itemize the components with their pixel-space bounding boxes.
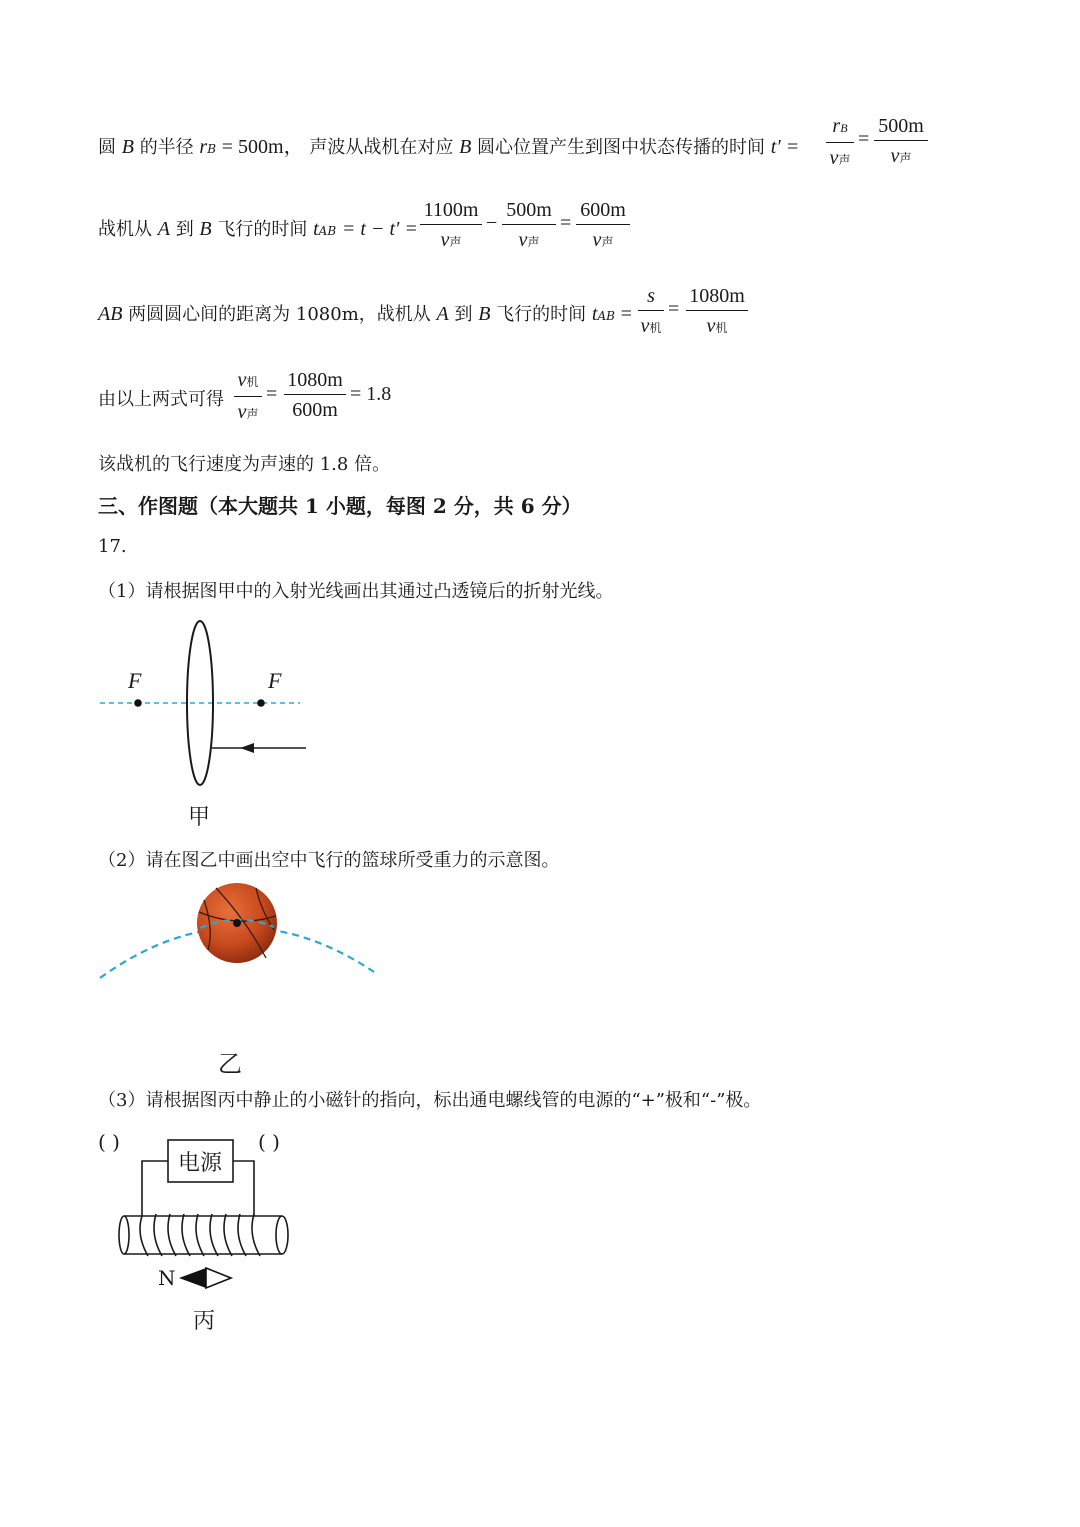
denominator-sub: 机 bbox=[715, 321, 728, 335]
fraction-500-over-v bbox=[874, 114, 928, 170]
denominator-sub: 声 bbox=[449, 235, 462, 249]
denominator-sub: 声 bbox=[527, 235, 540, 249]
denominator-sub: 声 bbox=[246, 407, 259, 421]
numerator: r bbox=[832, 115, 841, 137]
focus-label-right: F bbox=[268, 668, 282, 693]
solution-line-4-text: 由以上两式可得 bbox=[98, 389, 224, 410]
figure-caption-jia: 甲 bbox=[188, 805, 211, 830]
numerator: 500m bbox=[506, 199, 552, 221]
solution-line-2 bbox=[98, 215, 418, 241]
minus: − bbox=[486, 212, 498, 234]
section-heading bbox=[98, 490, 582, 519]
var-B: B bbox=[478, 303, 491, 325]
fraction-500-over-v bbox=[502, 198, 556, 254]
solenoid-coil bbox=[140, 1214, 260, 1256]
fraction-v-ratio bbox=[234, 368, 262, 426]
text: 飞行的时间 bbox=[496, 304, 587, 325]
heading-part: 分） bbox=[534, 494, 582, 518]
heading-part: 小题，每图 bbox=[318, 494, 433, 518]
text: 到 bbox=[454, 304, 473, 325]
equation-part: = t − t′ = bbox=[341, 218, 418, 240]
numerator-sub: 机 bbox=[246, 375, 259, 389]
denominator: v bbox=[706, 315, 716, 337]
text: 战机从 bbox=[98, 219, 152, 240]
question-3-text: （3）请根据图丙中静止的小磁针的指向，标出通电螺线管的电源的“+”极和“-”极。 bbox=[98, 1090, 762, 1111]
denominator: v bbox=[440, 229, 450, 251]
denominator: v bbox=[518, 229, 528, 251]
numerator: 1100m bbox=[423, 199, 479, 221]
var-AB: AB bbox=[98, 303, 123, 325]
figure-yi-basketball bbox=[96, 880, 396, 1000]
needle-north-label: N bbox=[158, 1266, 176, 1290]
equals: = bbox=[668, 298, 680, 320]
solution-line-3 bbox=[98, 300, 632, 326]
figure-jia-lens bbox=[96, 612, 316, 832]
var-B: B bbox=[121, 136, 134, 158]
numerator: v bbox=[237, 369, 247, 391]
text: 声波从战机在对应 bbox=[309, 137, 454, 158]
equals: = bbox=[858, 128, 870, 150]
var-B: B bbox=[199, 218, 212, 240]
fraction-rB-over-v bbox=[826, 114, 854, 172]
center-of-gravity-point bbox=[233, 919, 241, 927]
equation-part: = 500m， bbox=[221, 136, 304, 158]
fraction-1080-over-600 bbox=[284, 368, 346, 422]
numerator: 500m bbox=[878, 115, 924, 137]
text: 飞行的时间 bbox=[217, 219, 308, 240]
text: 圆 bbox=[98, 137, 116, 158]
heading-part: 分，共 bbox=[446, 494, 521, 518]
question-1-text: （1）请根据图甲中的入射光线画出其通过凸透镜后的折射光线。 bbox=[98, 581, 614, 602]
denominator: 600m bbox=[292, 399, 338, 421]
var-r: r bbox=[199, 136, 208, 158]
var-A: A bbox=[436, 303, 449, 325]
var-B: B bbox=[459, 136, 472, 158]
denominator-sub: 声 bbox=[601, 235, 614, 249]
denominator-sub: 声 bbox=[838, 153, 851, 167]
text: 到 bbox=[175, 219, 194, 240]
question-2-text: （2）请在图乙中画出空中飞行的篮球所受重力的示意图。 bbox=[98, 850, 560, 871]
conclusion-text: 该战机的飞行速度为声速的 1.8 倍。 bbox=[98, 454, 391, 475]
denominator: v bbox=[640, 315, 650, 337]
focus-label-left: F bbox=[128, 668, 142, 693]
equals: = bbox=[620, 303, 632, 325]
var-A: A bbox=[157, 218, 170, 240]
heading-part: 2 bbox=[432, 494, 447, 518]
heading-part: 1 bbox=[304, 494, 319, 518]
text: 的半径 bbox=[139, 137, 194, 158]
text: 两圆圆心间的距离为 1080m，战机从 bbox=[128, 304, 431, 325]
numerator: 600m bbox=[580, 199, 626, 221]
var-sub: B bbox=[207, 142, 217, 156]
denominator: v bbox=[237, 401, 247, 423]
numerator-sub: B bbox=[840, 121, 848, 135]
var-t: t bbox=[591, 303, 598, 325]
arrow-left-icon bbox=[240, 743, 254, 753]
heading-part: 三、作图题（本大题共 bbox=[98, 494, 305, 518]
numerator: 1080m bbox=[287, 369, 343, 391]
equals: = bbox=[560, 212, 572, 234]
focus-point-left bbox=[134, 699, 142, 707]
denominator-sub: 声 bbox=[899, 151, 912, 165]
wire-left bbox=[142, 1161, 168, 1216]
var-t-prime: t′ = bbox=[770, 136, 800, 158]
fraction-1080-over-v bbox=[686, 284, 748, 340]
denominator: v bbox=[890, 145, 900, 167]
numerator: 1080m bbox=[689, 285, 745, 307]
fraction-600-over-v bbox=[576, 198, 630, 254]
left-pole-blank[interactable]: ( ) bbox=[98, 1130, 120, 1154]
denominator-sub: 机 bbox=[649, 321, 662, 335]
fraction-s-over-v bbox=[638, 284, 664, 340]
fraction-1100-over-v bbox=[420, 198, 482, 254]
result: = 1.8 bbox=[350, 383, 392, 405]
denominator: v bbox=[592, 229, 602, 251]
right-pole-blank[interactable]: ( ) bbox=[258, 1130, 280, 1154]
numerator: s bbox=[647, 285, 655, 307]
denominator: v bbox=[829, 147, 839, 169]
heading-part: 6 bbox=[520, 494, 535, 518]
question-number: 17. bbox=[98, 536, 127, 557]
figure-caption-yi: 乙 bbox=[218, 1050, 242, 1078]
var-sub: AB bbox=[318, 224, 337, 238]
power-source-label: 电源 bbox=[178, 1151, 223, 1176]
equals: = bbox=[266, 383, 278, 405]
compass-needle-icon bbox=[179, 1268, 231, 1288]
focus-point-right bbox=[257, 699, 265, 707]
var-sub: AB bbox=[597, 309, 615, 323]
wire-right bbox=[233, 1161, 254, 1216]
text: 圆心位置产生到图中状态传播的时间 bbox=[477, 137, 766, 158]
figure-caption-bing: 丙 bbox=[193, 1309, 216, 1334]
solution-line-1 bbox=[98, 130, 799, 159]
var-t: t bbox=[313, 218, 319, 240]
